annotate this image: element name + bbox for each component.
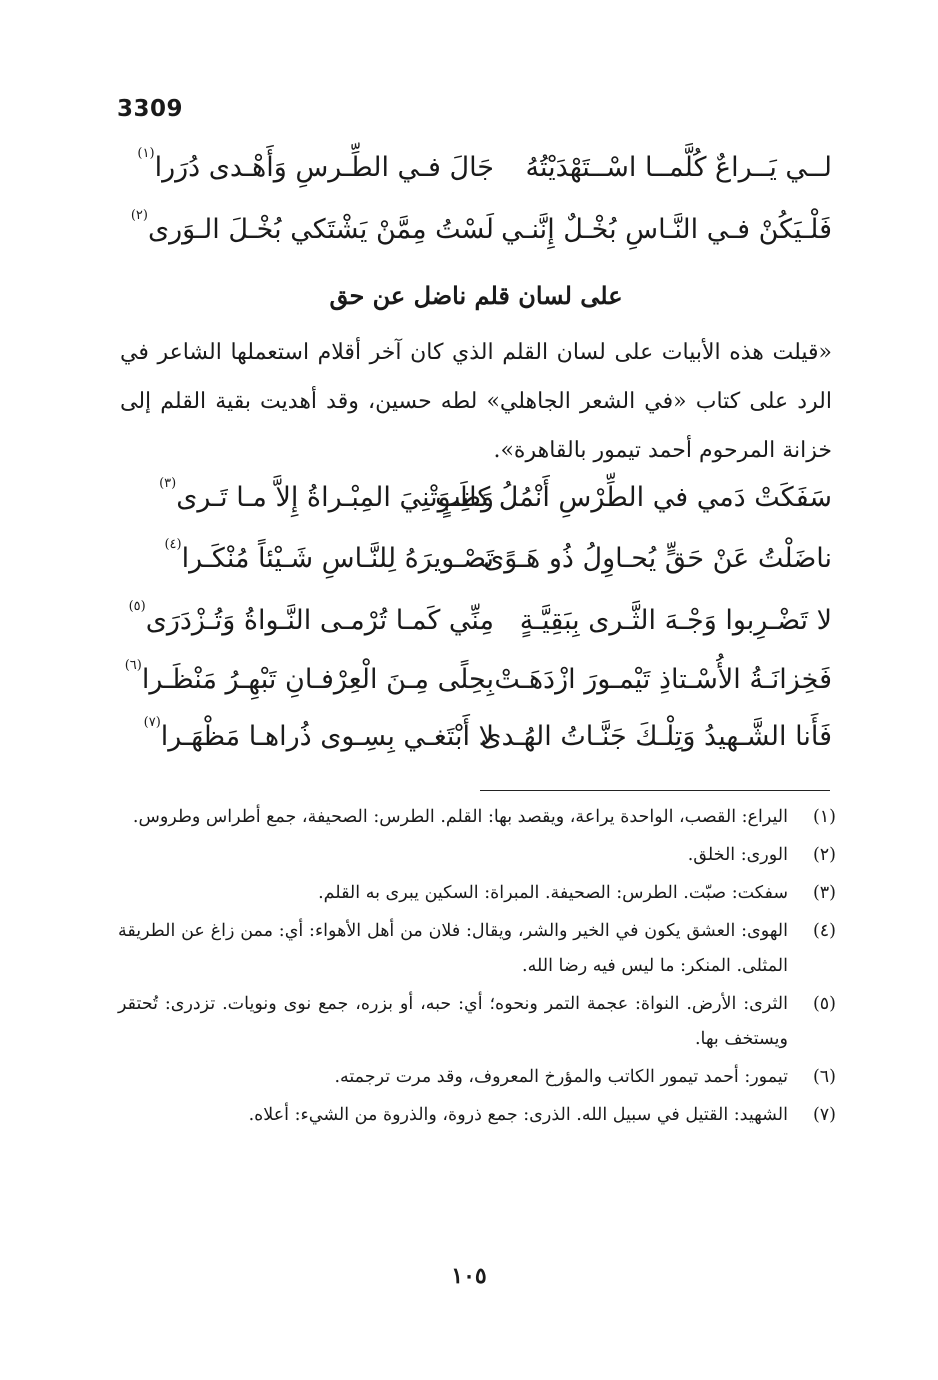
verse-line [120, 656, 832, 704]
footnote-text: الورى: الخلق. [687, 845, 788, 865]
verse-line [120, 597, 832, 645]
verse-second-hemistich: تَصْـويرَهُ لِلنَّـاسِ شَـيْئاً مُنْكَـرا$^{(٤)}$ [164, 537, 494, 574]
verse-line [120, 535, 832, 583]
verse-first-hemistich: لــي يَــراعٌ كُلَّمــا اسْــتَهْدَيْتُهُ [525, 152, 832, 183]
footnote-number: (٣) [812, 883, 836, 903]
page-folio-number: ١٠٥ [451, 1263, 487, 1289]
verse-second-hemistich: لا أَبْتَغـي بِسِـوى ذُراهـا مَظْهَـرا$^{(٧)}$ [143, 715, 494, 752]
verse-first-hemistich: فَخِزانَـةُ الأُسْـتاذِ تَيْمـورَ ازْدَهَـتْ [494, 664, 832, 695]
verse-second-hemistich: وَطَـوَتْنِيَ المِبْـراةُ إِلاَّ مـا تَـرى$^{(٣)}$ [159, 476, 494, 513]
footnote [118, 838, 836, 873]
footnote-separator [480, 790, 830, 791]
verse-first-hemistich: ناضَلْتُ عَنْ حَقٍّ يُحـاوِلُ ذُو هَـوًى [483, 543, 832, 574]
footnote-marker[interactable]: (٤) [164, 537, 182, 552]
footnote-number: (٧) [812, 1105, 836, 1125]
verse-first-hemistich: فَلْـيَكُنْ فـي النَّـاسِ بُخْـلٌ إِنَّنـي [501, 214, 832, 245]
footnote-text: الثرى: الأرض. النواة: عجمة التمر ونحوه؛ أي: حبه، أو بزره، جمع نوى ونويات. تزدرى: تُحتقر ويستخف بها. [118, 994, 788, 1049]
footnote-marker[interactable]: (٣) [159, 476, 177, 491]
footnote-number: (١) [812, 807, 836, 827]
verse-second-hemistich: جَالَ فـي الطِّـرسِ وَأَهْـدى دُرَرا$^{(١)}$ [137, 146, 494, 183]
footnote-marker[interactable]: (١) [137, 146, 155, 161]
verse-first-hemistich: لا تَضْـرِبوا وَجْـهَ الثَّـرى بِبَقِيَّـةٍ [519, 605, 832, 636]
footnote-text: الشهيد: القتيل في سبيل الله. الذرى: جمع ذروة، والذروة من الشيء: أعلاه. [248, 1105, 788, 1125]
verse-second-hemistich: لَسْتُ مِمَّنْ يَشْتَكي بُخْـلَ الـوَرى$^{(٢)}$ [130, 208, 494, 245]
footnote-text: تيمور: أحمد تيمور الكاتب والمؤرخ المعروف، وقد مرت ترجمته. [334, 1067, 788, 1087]
footnote-marker[interactable]: (٧) [143, 715, 161, 730]
footnote [118, 914, 836, 984]
footnote-text: سفكت: صبّت. الطرس: الصحيفة. المبراة: السكين يبرى به القلم. [318, 883, 788, 903]
footnote [118, 987, 836, 1057]
verse-first-hemistich: سَفَكَتْ دَمي في الطِّرْسِ أَنْمُلُ كاتِبٍ [435, 482, 832, 513]
footnote-text: اليراع: القصب، الواحدة يراعة، ويقصد بها: القلم. الطرس: الصحيفة، جمع أطراس وطروس. [132, 807, 788, 827]
poem-title: على لسان قلم ناضل عن حق [329, 281, 623, 310]
footnote-number: (٢) [812, 845, 836, 865]
footnotes [118, 800, 836, 1136]
footnote [118, 876, 836, 911]
footnote-text: الهوى: العشق يكون في الخير والشر، ويقال: فلان من أهل الأهواء: أي: ممن زاغ عن الطريقة المثلى. المنكر: ما ليس فيه رضا الله. [118, 921, 788, 976]
verse-line [120, 206, 832, 254]
footnote-number: (٦) [812, 1067, 836, 1087]
verse-line [120, 144, 832, 192]
footnote [118, 1098, 836, 1133]
verse-line [120, 474, 832, 522]
verse-second-hemistich: بِحِلًى مِـنَ الْعِرْفـانِ تَبْهِـرُ مَنْظَـرا$^{(٦)}$ [124, 658, 494, 695]
verse-second-hemistich: مِنِّي كَمـا تُرْمـى النَّـواةُ وَتُـزْدَرَى$^{(٥)}$ [128, 599, 494, 636]
intro-paragraph: «قيلت هذه الأبيات على لسان القلم الذي كان آخر أقلام استعملها الشاعر في الرد على كتاب «في الشعر الجاهلي» لطه حسين، وقد أهديت بقية القلم إلى خزانة المرحوم أحمد تيمور بالقاهرة». [120, 340, 832, 463]
page-header-number: 3309 [117, 96, 184, 122]
footnote-marker[interactable]: (٢) [130, 208, 148, 223]
verse-first-hemistich: فَأَنا الشَّـهيدُ وَتِلْـكَ جَنَّـاتُ الهُـدى [480, 721, 832, 752]
footnote [118, 1060, 836, 1095]
footnote [118, 800, 836, 835]
footnote-marker[interactable]: (٥) [128, 599, 146, 614]
footnote-number: (٤) [812, 921, 836, 941]
verse-line [120, 713, 832, 761]
footnote-number: (٥) [812, 994, 836, 1014]
footnote-marker[interactable]: (٦) [124, 658, 142, 673]
